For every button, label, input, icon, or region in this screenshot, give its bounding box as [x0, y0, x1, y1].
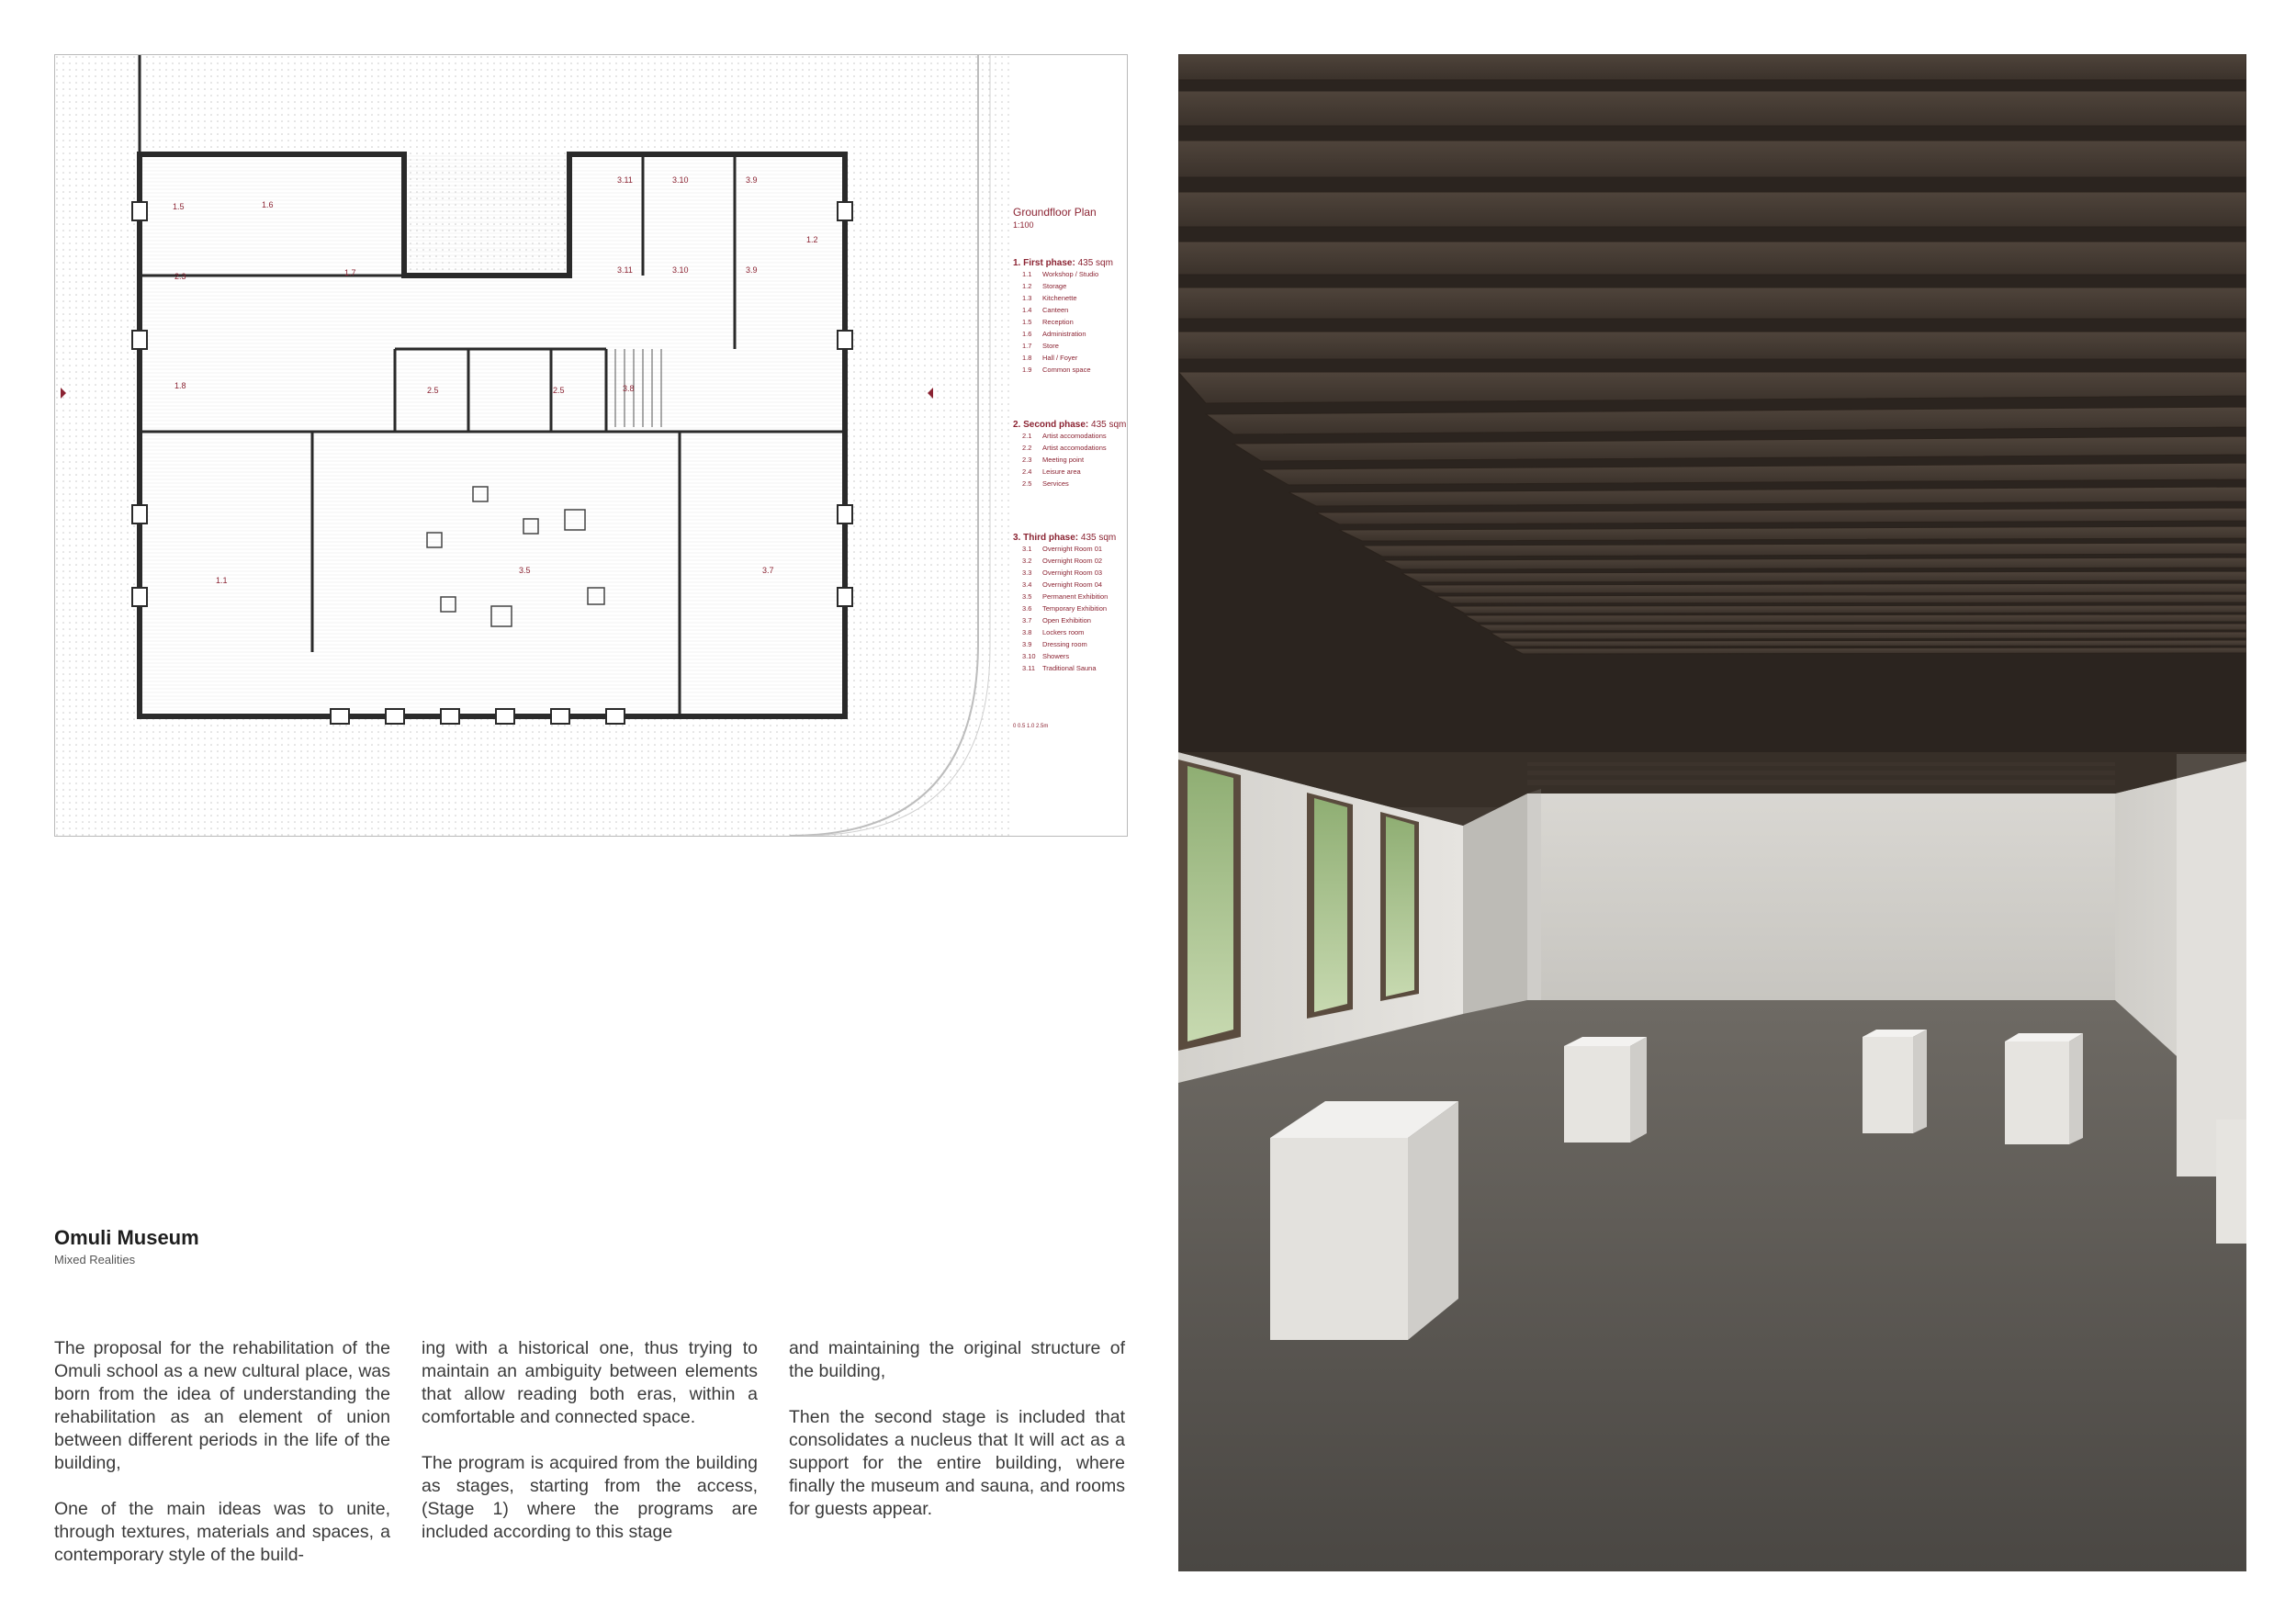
paragraph: ing with a historical one, thus trying to maintain an ambiguity between elements that allow reading both eras, within a comfortable and connected space.: [422, 1338, 758, 1427]
legend-item: 1.5 Reception: [1022, 318, 1074, 326]
room-label: 1.7: [344, 268, 356, 277]
room-label: 3.9: [746, 265, 758, 275]
interior-render: [1178, 54, 2246, 1571]
floor-plan-panel: [54, 54, 1128, 837]
text-column-3: [789, 1337, 1125, 1544]
legend-item: 1.1 Workshop / Studio: [1022, 270, 1099, 278]
floor-plan-drawing: [55, 55, 1013, 836]
legend-item: 3.11 Traditional Sauna: [1022, 664, 1097, 672]
legend-title: Groundfloor Plan: [1013, 206, 1097, 219]
legend-section-second-phase: [1013, 420, 1127, 490]
text-column-1: [54, 1337, 390, 1590]
render-image: [1178, 54, 2246, 1571]
project-subtitle: Mixed Realities: [54, 1253, 136, 1266]
room-label: 2.3: [174, 272, 186, 281]
legend-item: 1.2 Storage: [1022, 282, 1067, 290]
legend-item: 1.3 Kitchenette: [1022, 294, 1077, 302]
room-label: 1.1: [216, 576, 228, 585]
room-label: 1.6: [262, 200, 274, 209]
legend-item: 3.9 Dressing room: [1022, 640, 1087, 648]
legend-item: 2.2 Artist accomodations: [1022, 444, 1107, 452]
room-label: 1.8: [174, 381, 186, 390]
legend-heading: 3. Third phase: 435 sqm: [1013, 533, 1117, 543]
legend-heading: 1. First phase: 435 sqm: [1013, 258, 1113, 268]
paragraph: One of the main ideas was to unite, through textures, materials and spaces, a contemporary style of the build-: [54, 1499, 390, 1565]
legend-heading: 2. Second phase: 435 sqm: [1013, 420, 1127, 430]
legend-item: 2.5 Services: [1022, 479, 1069, 488]
paragraph: and maintaining the original structure of the building,: [789, 1338, 1125, 1381]
partition-wall: [1527, 789, 1541, 1000]
back-wall: [1527, 794, 2115, 1000]
legend-item: 3.6 Temporary Exhibition: [1022, 604, 1108, 613]
room-label: 3.11: [617, 265, 633, 275]
paragraph: The program is acquired from the building as stages, starting from the access, (Stage 1) where the programs are included according to this stage: [422, 1453, 758, 1542]
legend-item: 1.8 Hall / Foyer: [1022, 354, 1078, 362]
legend-item: 3.5 Permanent Exhibition: [1022, 592, 1109, 601]
legend-item: 3.2 Overnight Room 02: [1022, 557, 1103, 565]
side-wall-shadow: [1463, 794, 1527, 1014]
legend-item: 1.6 Administration: [1022, 330, 1086, 338]
room-label: 3.5: [519, 566, 531, 575]
room-label: 3.7: [762, 566, 774, 575]
right-pillar: [2177, 754, 2246, 1176]
room-label: 1.2: [806, 235, 818, 244]
legend-item: 1.7 Store: [1022, 342, 1059, 350]
room-label: 3.9: [746, 175, 758, 185]
legend-section-third-phase: [1013, 533, 1127, 674]
legend-item: 3.4 Overnight Room 04: [1022, 580, 1103, 589]
room-label: 3.11: [617, 175, 633, 185]
room-label: 3.10: [672, 265, 689, 275]
legend-scale: 1:100: [1013, 220, 1034, 230]
room-label: 1.5: [173, 202, 185, 211]
legend-item: 1.9 Common space: [1022, 366, 1091, 374]
room-label: 3.8: [623, 384, 635, 393]
legend-item: 3.1 Overnight Room 01: [1022, 545, 1103, 553]
legend-item: 2.1 Artist accomodations: [1022, 432, 1107, 440]
room-label: 3.10: [672, 175, 689, 185]
legend-item: 1.4 Canteen: [1022, 306, 1069, 314]
legend-item: 2.4 Leisure area: [1022, 467, 1081, 476]
paragraph: Then the second stage is included that consolidates a nucleus that It will act as a support for the entire building, where finally the museum and sauna, and rooms for guests appear.: [789, 1407, 1125, 1519]
project-title: Omuli Museum: [54, 1226, 199, 1249]
legend-item: 3.7 Open Exhibition: [1022, 616, 1091, 625]
legend-item: 3.3 Overnight Room 03: [1022, 568, 1103, 577]
scale-bar: 0 0.5 1.0 2.5m: [1013, 724, 1049, 729]
plan-legend: [1013, 55, 1127, 836]
paragraph: The proposal for the rehabilitation of the Omuli school as a new cultural place, was born from the idea of understanding the rehabilitation as an element of union between different periods in the life of the building,: [54, 1338, 390, 1473]
legend-item: 3.8 Lockers room: [1022, 628, 1085, 636]
room-label: 2.5: [427, 386, 439, 395]
room-label: 2.5: [553, 386, 565, 395]
legend-item: 3.10 Showers: [1022, 652, 1070, 660]
text-column-2: [422, 1337, 758, 1567]
legend-section-first-phase: [1013, 258, 1127, 376]
legend-item: 2.3 Meeting point: [1022, 456, 1085, 464]
